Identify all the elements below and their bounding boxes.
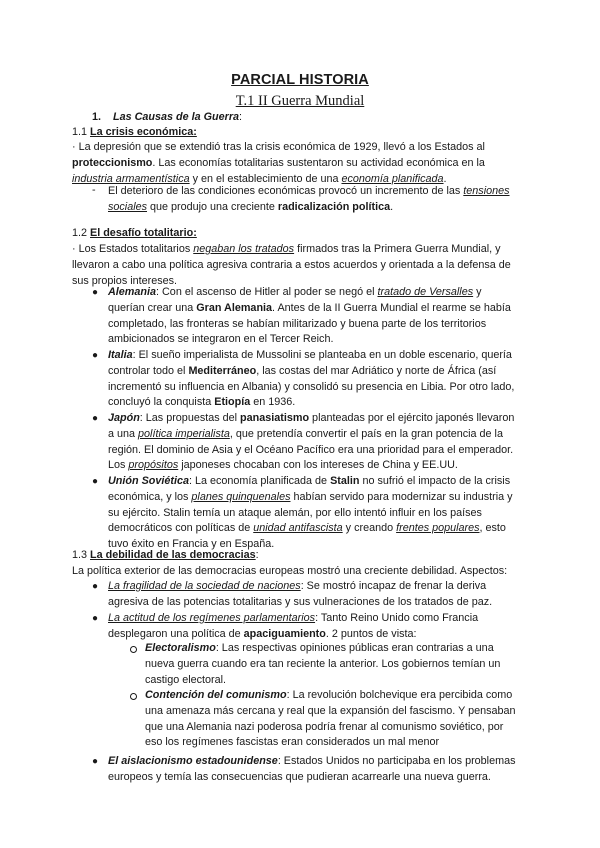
list-item: Italia: El sueño imperialista de Mussolini se planteaba en un doble escenario, quería controlar todo el Mediterráneo, las costas del mar Adriático y norte de África (así incrementó su influencia en Albania) y consolidó su presencia en Libia. Por otro lado, concluyó la conquista Etiopía en 1936. — [108, 349, 515, 409]
dash-bullet: - — [92, 184, 96, 196]
list-item: Unión Soviética: La economía planificada de Stalin no sufrió el impacto de la crisis económica, y los planes quinquenales habían servido para modernizar su industria y su ejército. Stalin temía un ataque alemán, por ello intentó influir en los países democráticos con políticas de unidad antifascista y creando frentes populares, esto tuvo éxito en Francia y en España. — [108, 475, 513, 551]
subheading-totalitarian: 1.2 El desafío totalitario: — [72, 227, 197, 239]
section-heading: 1. Las Causas de la Guerra: — [92, 111, 243, 123]
bullet: ● — [92, 613, 99, 624]
list-item: Electoralismo: Las respectivas opiniones públicas eran contrarias a una nueva guerra cuando era tan reciente la anterior. Los gobiernos temían un castigo electoral. — [145, 642, 501, 686]
bullet: ● — [92, 413, 99, 424]
bullet: ● — [92, 287, 99, 298]
list-item: Japón: Las propuestas del panasiatismo planteadas por el ejército japonés llevaron a una política imperialista, que pretendía convertir el país en la gran potencia de la región. El dominio de Asia y el Océano Pacífico era una prioridad para el emperador. Los propósitos japoneses chocaban con los intereses de China y EE.UU. — [108, 412, 515, 472]
page-subtitle: T.1 II Guerra Mundial — [235, 93, 365, 109]
paragraph-democracies: La política exterior de las democracias europeas mostró una creciente debilidad. Aspectos: — [72, 565, 508, 577]
bullet: ● — [92, 756, 99, 767]
paragraph-totalitarian: · Los Estados totalitarios negaban los tratados firmados tras la Primera Guerra Mundial, y llevaron a cabo una política agresiva contraria a estos acuerdos y orientada a la defensa de sus propios intereses. — [72, 243, 511, 287]
bullet: ● — [92, 476, 99, 487]
list-item: La fragilidad de la sociedad de naciones: Se mostró incapaz de frenar la deriva agresiva de las potencias totalitarias y sus vulneraciones de los tratados de paz. — [108, 580, 493, 608]
list-item: El aislacionismo estadounidense: Estados Unidos no participaba en los problemas europeos y temía las consecuencias que pudieran acarrearle una nueva guerra. — [108, 755, 516, 783]
bullet: ● — [92, 581, 99, 592]
subheading-democracies: 1.3 La debilidad de las democracias: — [72, 549, 259, 561]
page-title: PARCIAL HISTORIA — [231, 72, 369, 88]
list-item: La actitud de los regímenes parlamentarios: Tanto Reino Unido como Francia desplegaron una política de apaciguamiento. 2 puntos de vista: — [108, 612, 479, 640]
subheading-crisis: 1.1 La crisis económica: — [72, 126, 197, 138]
circle-bullet — [130, 693, 137, 700]
bullet: ● — [92, 350, 99, 361]
list-item: Alemania: Con el ascenso de Hitler al poder se negó el tratado de Versalles y querían crear una Gran Alemania. Antes de la II Guerra Mundial el rearme se había completado, las fronteras se habían militarizado y buena parte de los territorios ambicionados se integraron en el Tercer Reich. — [108, 286, 511, 346]
paragraph-crisis: · La depresión que se extendió tras la crisis económica de 1929, llevó a los Estados al proteccionismo. Las economías totalitarias sustentaron su actividad económica en la industria armamentística y en el establecimiento de una economía planificada. — [72, 141, 485, 185]
circle-bullet — [130, 646, 137, 653]
list-item: Contención del comunismo: La revolución bolchevique era percibida como una amenaza más cercana y real que la expansión del fascismo. Y pensaban que una Alemania nazi poderosa podría frenar al comunismo soviético, por eso los regímenes fascistas eran considerados un mal menor — [145, 689, 516, 749]
list-item: El deterioro de las condiciones económicas provocó un incremento de las tensiones sociales que produjo una creciente radicalización política. — [108, 185, 510, 213]
